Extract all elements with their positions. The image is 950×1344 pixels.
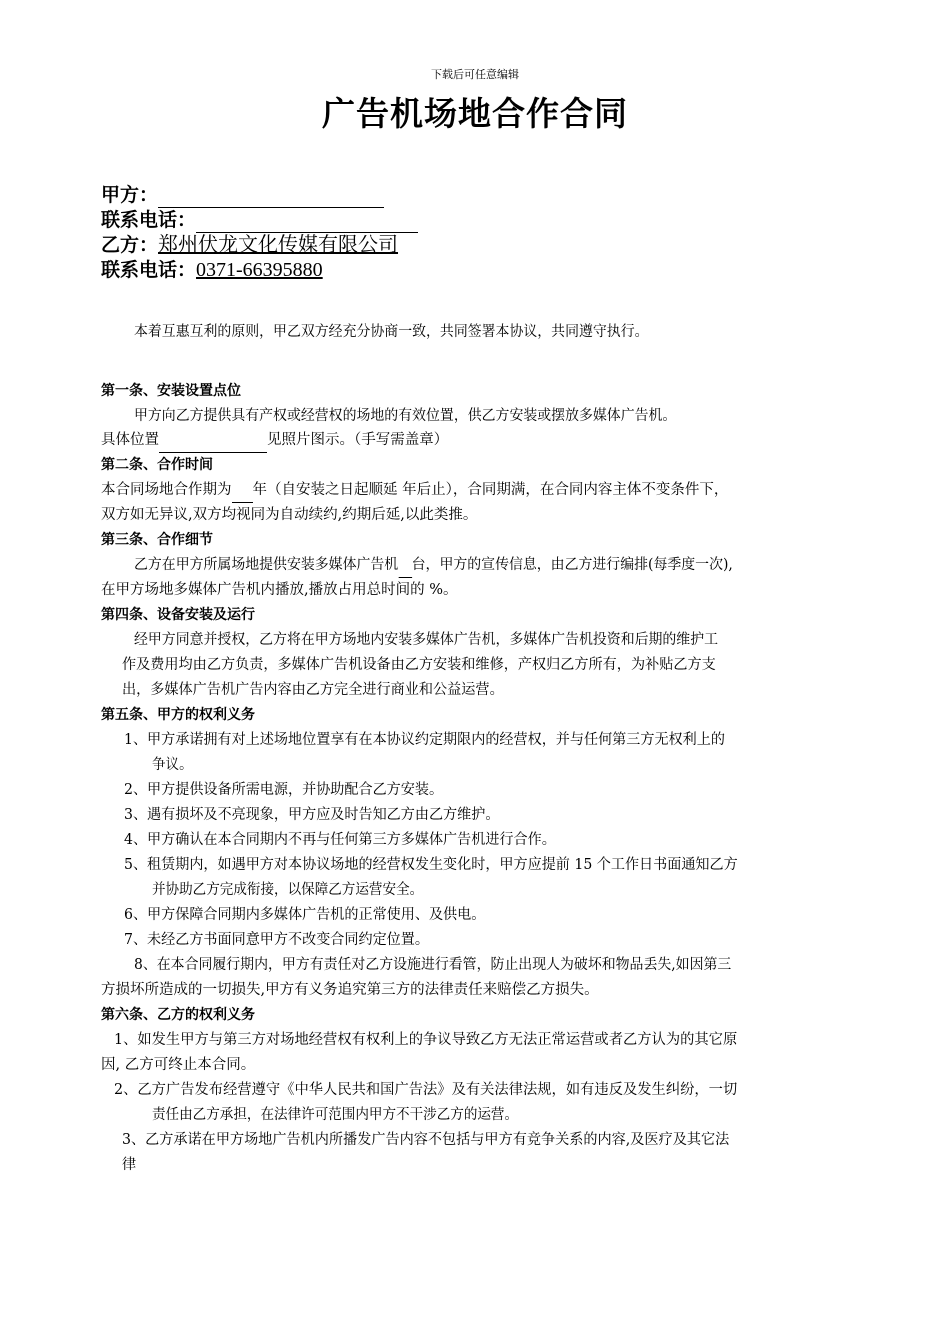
section-5-item-8: 8、在本合同履行期内，甲方有责任对乙方设施进行看管，防止出现人为破坏和物品丢失,如因第三 [134,957,732,973]
intro-paragraph: 本着互惠互利的原则，甲乙双方经充分协商一致，共同签署本协议，共同遵守执行。 [134,324,649,340]
section-6-item-1: 1、如发生甲方与第三方对场地经营权有权利上的争议导致乙方无法正常运营或者乙方认为的其它原 [114,1032,738,1048]
section-2-line-1 [101,478,853,503]
party-b-name: 郑州伏龙文化传媒有限公司 [158,234,399,256]
section-4-line-2: 作及费用均由乙方负责，多媒体广告机设备由乙方安装和维修，产权归乙方所有，为补贴乙方支 [122,657,716,673]
section-5-item-1: 1、甲方承诺拥有对上述场地位置享有在本协议约定期限内的经营权，并与任何第三方无权利上的 [124,732,725,748]
phone-a-blank [196,212,418,233]
section-5-item-5: 5、租赁期内，如遇甲方对本协议场地的经营权发生变化时，甲方应提前 15 个工作日书面通知乙方 [124,857,738,873]
section-5-item-8-cont: 方损坏所造成的一切损失,甲方有义务追究第三方的法律责任来赔偿乙方损失。 [101,982,599,998]
section-5-item-7: 7、未经乙方书面同意甲方不改变合同约定位置。 [124,932,429,948]
location-note: 见照片图示。（手写需盖章） [267,432,449,448]
section-5-item-2: 2、甲方提供设备所需电源，并协助配合乙方安装。 [124,782,444,798]
section-5-item-3: 3、遇有损坏及不亮现象，甲方应及时告知乙方由乙方维护。 [124,807,500,823]
section-6-item-2: 2、乙方广告发布经营遵守《中华人民共和国广告法》及有关法律法规，如有违反及发生纠纷，一切 [114,1082,738,1098]
section-3-line-1 [134,553,855,578]
section-3-title: 第三条、合作细节 [101,532,213,548]
location-label: 具体位置 [101,432,159,448]
section-3-line-2: 在甲方场地多媒体广告机内播放,播放占用总时间的 %。 [101,582,458,598]
location-blank [159,434,267,453]
phone-a-line [101,207,418,233]
party-a-blank [158,187,384,208]
section-2-title: 第二条、合作时间 [101,457,213,473]
party-b-label: 乙方： [101,234,159,256]
section-6-title: 第六条、乙方的权利义务 [101,1007,255,1023]
term-label: 本合同场地合作期为 [101,482,232,498]
phone-b-line [101,257,323,283]
section-5-item-1-cont: 争议。 [152,757,193,773]
section-4-line-1: 经甲方同意并授权，乙方将在甲方场地内安装多媒体广告机，多媒体广告机投资和后期的维护工 [134,632,719,648]
document-title: 广告机场地合作合同 [322,94,628,133]
section-4-line-3: 出，多媒体广告机广告内容由乙方完全进行商业和公益运营。 [122,682,504,698]
section-5-item-4: 4、甲方确认在本合同期内不再与任何第三方多媒体广告机进行合作。 [124,832,556,848]
party-a-label: 甲方： [101,184,159,206]
section-6-item-1-cont: 因, 乙方可终止本合同。 [101,1057,256,1073]
section-5-item-5-cont: 并协助乙方完成衔接，以保障乙方运营安全。 [152,882,424,898]
units-text: 台，甲方的宣传信息，由乙方进行编排(每季度一次), [411,557,733,573]
section-6-item-3-cont: 律 [122,1157,137,1173]
section-4-title: 第四条、设备安装及运行 [101,607,255,623]
header-note: 下载后可任意编辑 [431,68,519,81]
phone-b-value: 0371-66395880 [196,259,323,281]
section-5-item-6: 6、甲方保障合同期内多媒体广告机的正常使用、及供电。 [124,907,486,923]
section-2-line-2: 双方如无异议,双方均视同为自动续约,约期后延,以此类推。 [101,507,478,523]
party-b-line [101,232,398,258]
section-1-para-2 [101,428,853,453]
section-6-item-2-cont: 责任由乙方承担，在法律许可范围内甲方不干涉乙方的运营。 [152,1107,519,1123]
section-6-item-3: 3、乙方承诺在甲方场地广告机内所播发广告内容不包括与甲方有竞争关系的内容,及医疗及其它法 [122,1132,730,1148]
term-text: 年（自安装之日起顺延 年后止），合同期满，在合同内容主体不变条件下， [252,482,729,498]
section-5-title: 第五条、甲方的权利义务 [101,707,255,723]
phone-b-label: 联系电话： [101,259,197,281]
term-years-blank [232,484,253,503]
phone-a-label: 联系电话： [101,209,197,231]
section-1-para-1: 甲方向乙方提供具有产权或经营权的场地的有效位置，供乙方安装或摆放多媒体广告机。 [134,408,677,424]
party-a-line [101,182,384,208]
units-blank [398,559,411,578]
units-label: 乙方在甲方所属场地提供安装多媒体广告机 [134,557,399,573]
section-1-title: 第一条、安装设置点位 [101,383,241,399]
